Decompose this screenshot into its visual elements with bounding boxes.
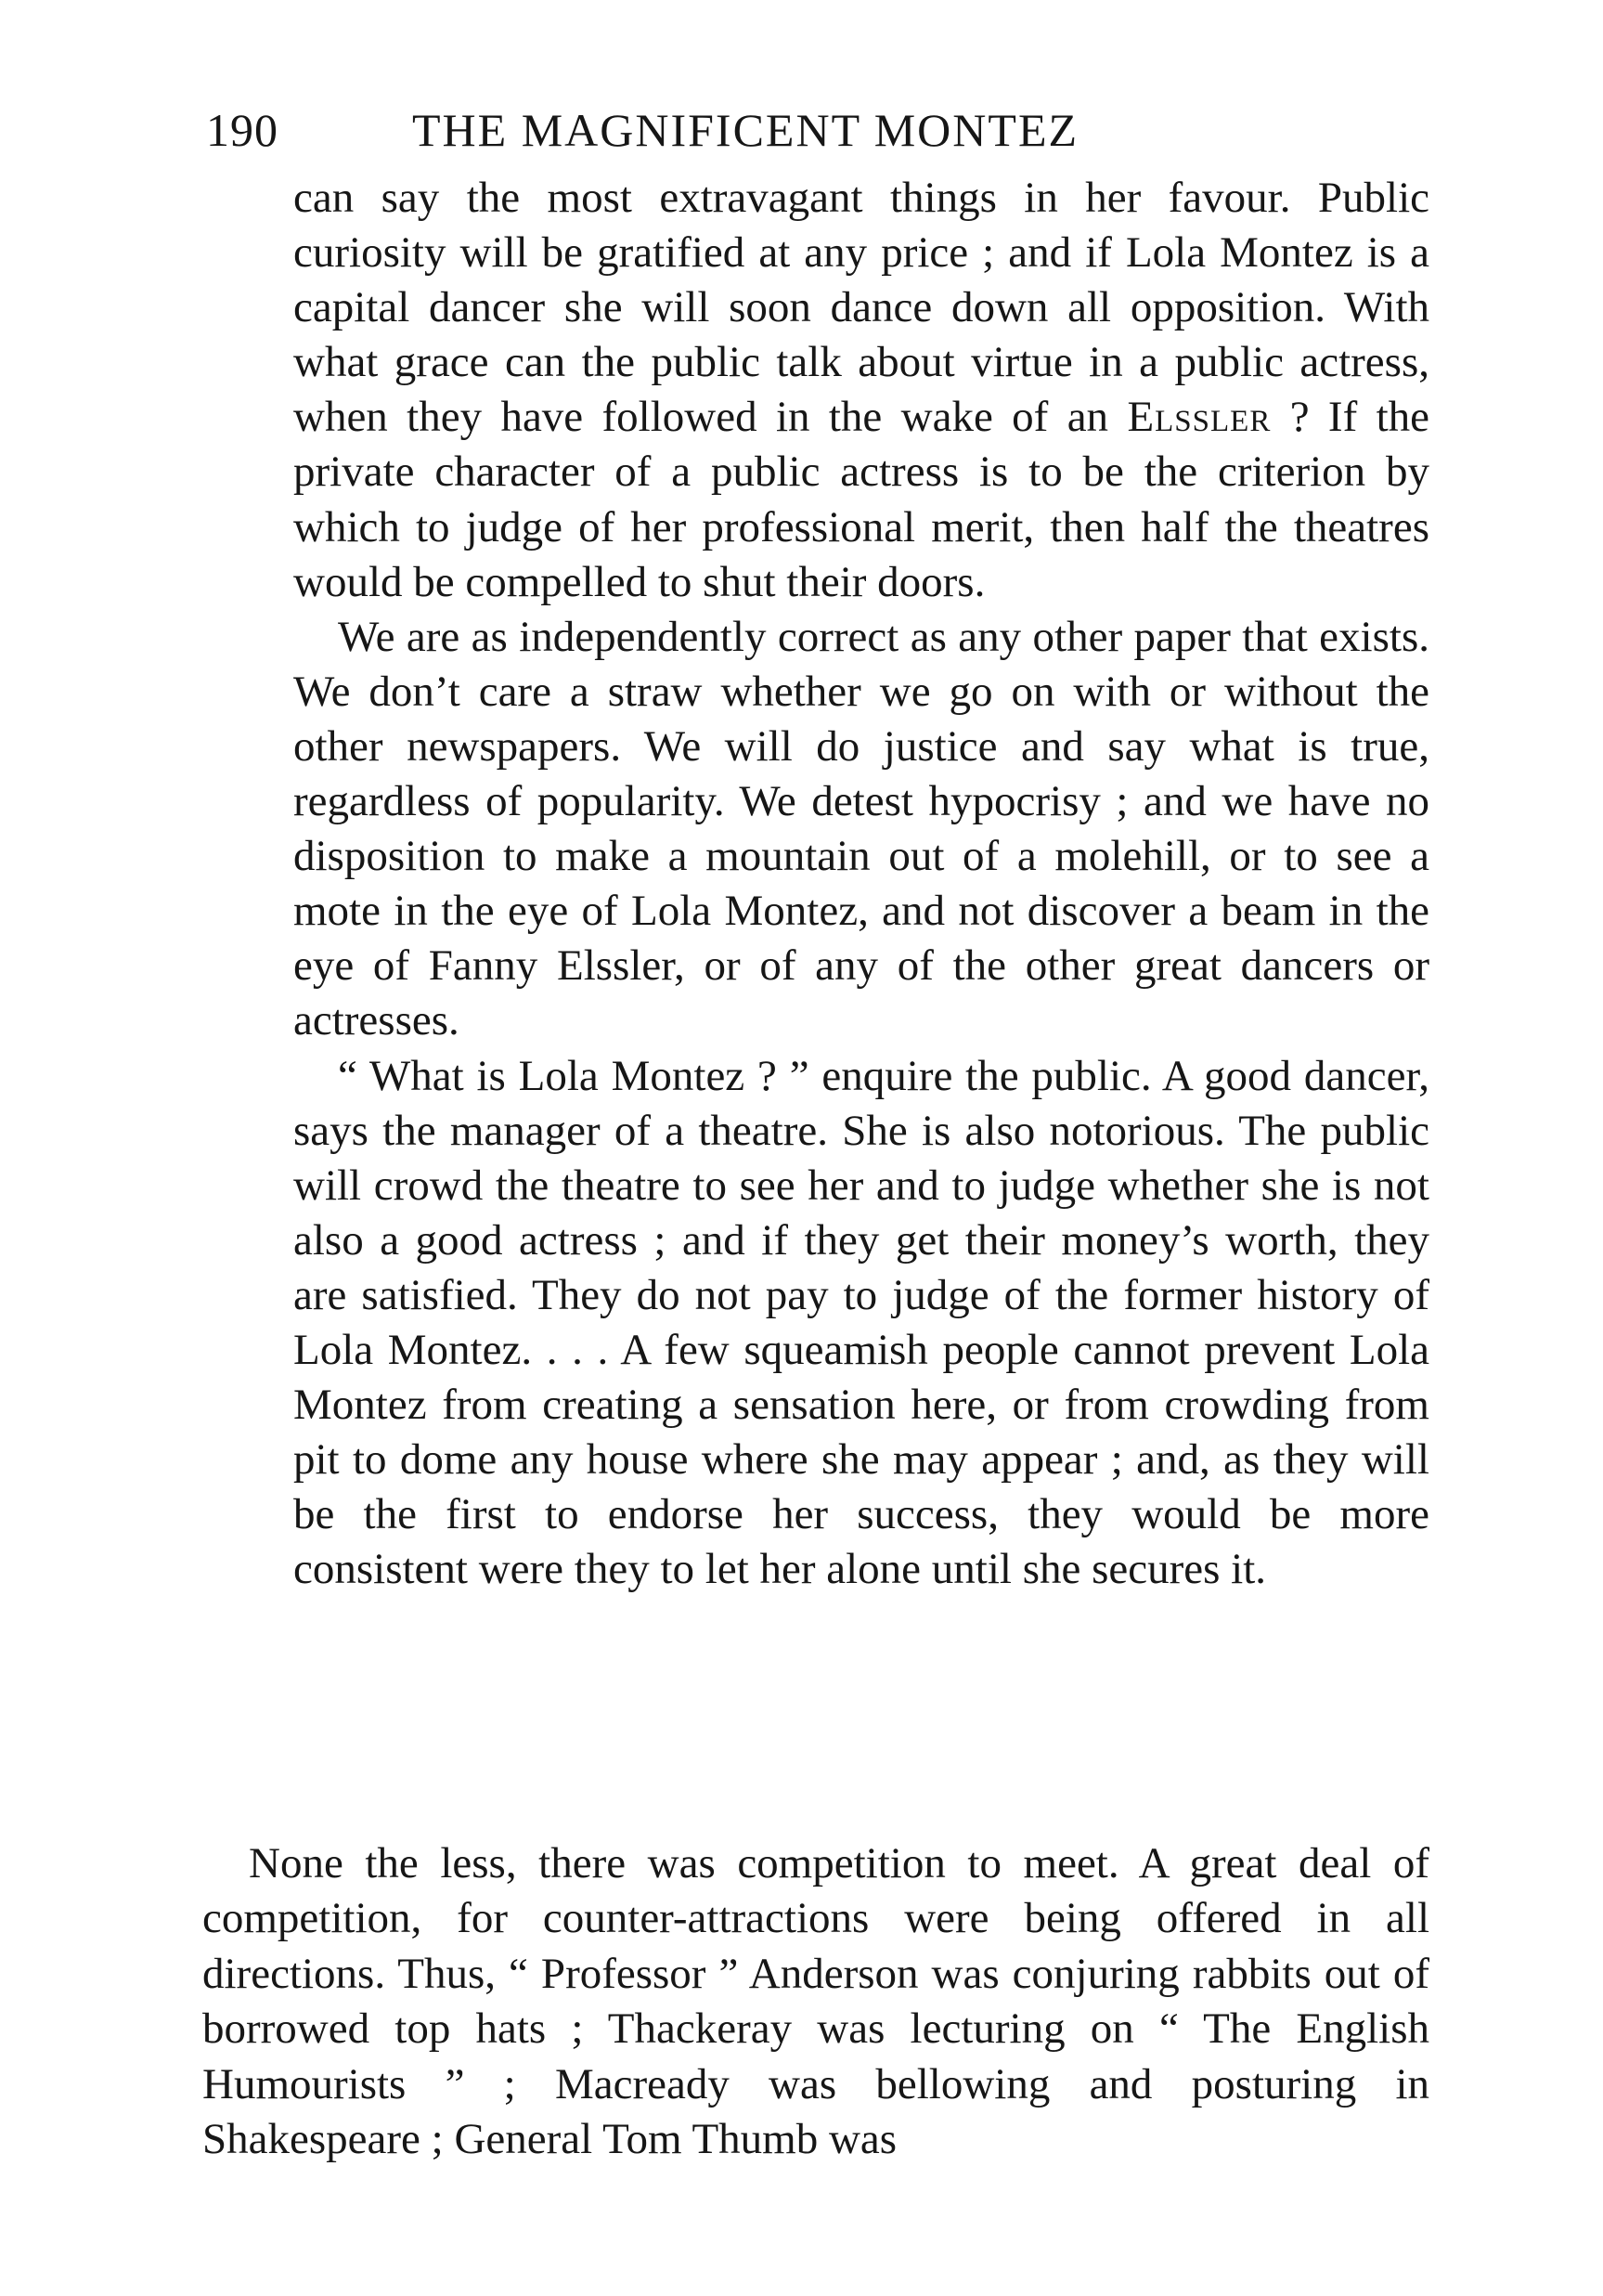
elssler-smallcaps: Elssler — [1127, 393, 1272, 442]
quote-paragraph-1-end: ? If the private character of a public actress is to be the criterion by which to judge of her professional merit, then half the theatres would be compelled to shut their doors. — [293, 393, 1430, 606]
narrative-paragraph: None the less, there was competition to meet. A great deal of competition, for counter-attractions were being offered in all directions. Thus, “ Professor ” Anderson was conjuring rabbits out of borrowed top hats ; Thackeray was lecturing on “ The English Humourists ” ; Macready was bellowing and posturing in Shakespeare ; General Tom Thumb was — [202, 1839, 1429, 2164]
page-number: 190 — [206, 104, 278, 156]
quoted-newspaper-extract — [293, 171, 1429, 1597]
narrative-text — [202, 1836, 1429, 2167]
quote-paragraph-1-start: can say the most extravagant things in her favour. Public curiosity will be gratified at any price ; and if Lola Montez is a capital dancer she will soon dance down all opposition. With what grace can the public talk about virtue in a public actress, when they have followed in the wake of an — [293, 174, 1429, 442]
book-title: THE MAGNIFICENT MONTEZ — [412, 104, 1079, 156]
quote-paragraph-2: We are as independently correct as any other paper that exists. We don’t care a straw whether we go on with or without the other newspapers. We will do justice and say what is true, regardless of popularity. We detest hypocrisy ; and we have no disposition to make a mountain out of a molehill, or to see a mote in the eye of Lola Montez, and not discover a beam in the eye of Fanny Elssler, or of any of the other great dancers or actresses. — [293, 612, 1429, 1045]
running-head — [0, 93, 1603, 167]
quote-paragraph-3: “ What is Lola Montez ? ” enquire the public. A good dancer, says the manager of a theatre. She is also notorious. The public will crowd the theatre to see her and to judge whether she is not also a good actress ; and if they get their money’s worth, they are satisfied. They do not pay to judge of the former history of Lola Montez. . . . A few squeamish people cannot prevent Lola Montez from creating a sensation here, or from crowding from pit to dome any house where she may appear ; and, as they will be the first to endorse her success, they would be more consistent were they to let her alone until she secures it. — [293, 1051, 1429, 1594]
quote-paragraph-1 — [293, 171, 1429, 610]
